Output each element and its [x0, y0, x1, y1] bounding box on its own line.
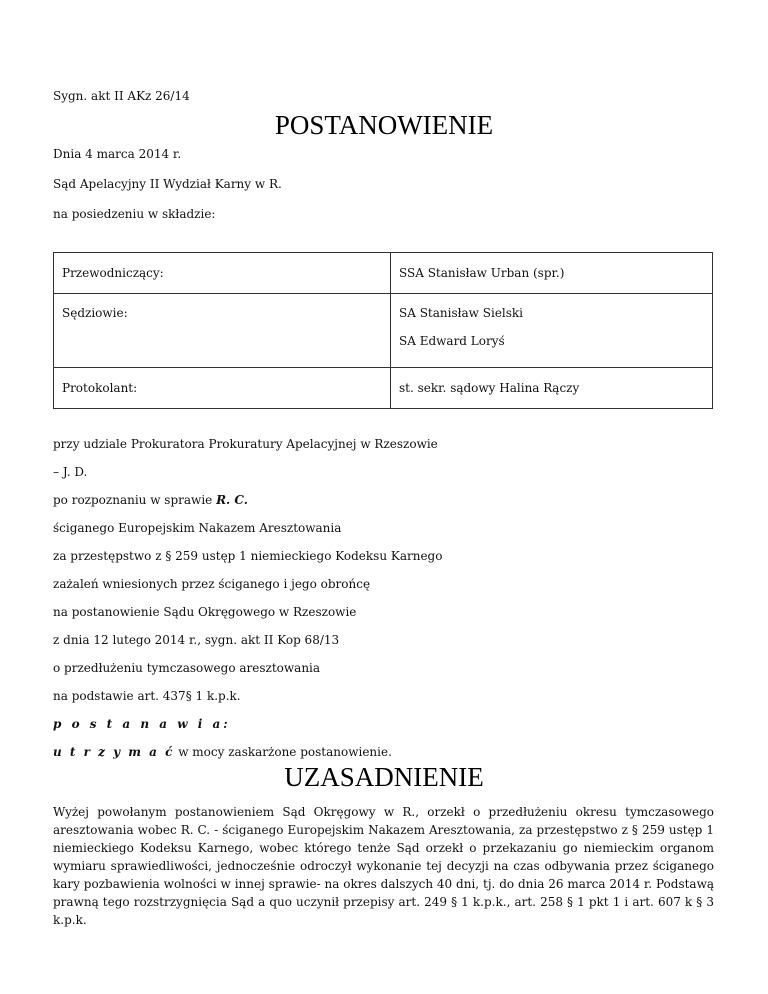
presiding-name: SSA Stanisław Urban (spr.)	[399, 266, 565, 280]
case-prefix: po rozpoznaniu w sprawie	[53, 493, 217, 507]
presiding-label: Przewodniczący:	[62, 266, 164, 280]
decision-of-line: na postanowienie Sądu Okręgowego w Rzeszowie	[53, 605, 357, 619]
table-cell	[54, 253, 391, 294]
judge-name: SA Stanisław Sielski	[399, 306, 524, 320]
date-line: Dnia 4 marca 2014 r.	[53, 147, 182, 161]
prosecutor-line: przy udziale Prokuratora Prokuratury Apelacyjnej w Rzeszowie	[53, 437, 438, 451]
table-row	[54, 253, 713, 294]
table-cell	[54, 368, 391, 409]
complaints-line: zażaleń wniesionych przez ściganego i jego obrońcę	[53, 577, 371, 591]
table-cell	[54, 294, 391, 368]
document-title: POSTANOWIENIE	[274, 110, 494, 140]
justification-title: UZASADNIENIE	[284, 762, 484, 792]
wanted-line: ściganego Europejskim Nakazem Aresztowania	[53, 521, 342, 535]
court-composition-table	[53, 252, 713, 409]
upholds-rest: w mocy zaskarżone postanowienie.	[174, 745, 392, 759]
table-cell	[391, 253, 713, 294]
legal-basis-line: na podstawie art. 437§ 1 k.p.k.	[53, 689, 241, 703]
upholds-word: u t r z y m a ć	[53, 745, 175, 759]
case-person-line	[53, 493, 248, 507]
table-row	[54, 294, 713, 368]
prosecutor-initials: – J. D.	[53, 465, 88, 479]
court-name: Sąd Apelacyjny II Wydział Karny w R.	[53, 177, 282, 191]
table-cell	[391, 368, 713, 409]
table-cell	[391, 294, 713, 368]
judge-name: SA Edward Loryś	[399, 334, 505, 348]
clerk-label: Protokolant:	[62, 381, 138, 395]
justification-paragraph: Wyżej powołanym postanowieniem Sąd Okręgowy w R., orzekł o przedłużeniu okresu tymczasowego aresztowania wobec R. C. - ściganego Europejskim Nakazem Aresztowania, za przestępstwo z § 259 ustęp 1 niemieckiego Kodeksu Karnego, wobec którego tenże Sąd orzekł o przekazaniu go niemieckim organom wymiaru sprawiedliwości, jednocześnie odroczył wykonanie tej decyzji na czas odbywania przez ściganego kary pozbawienia wolności w innej sprawie- na okres dalszych 40 dni, tj. do dnia 26 marca 2014 r. Podstawą prawną tego rozstrzygnięcia Sąd a quo uczynił przepisy art. 249 § 1 k.p.k., art. 258 § 1 pkt 1 i art. 607 k § 3 k.p.k.	[53, 805, 714, 927]
table-row	[54, 368, 713, 409]
case-number: Sygn. akt II AKz 26/14	[53, 89, 190, 103]
decision-date-line: z dnia 12 lutego 2014 r., sygn. akt II Kop 68/13	[53, 633, 340, 647]
decides-line: p o s t a n a w i a:	[53, 717, 231, 731]
session-intro: na posiedzeniu w składzie:	[53, 207, 216, 221]
offence-line: za przestępstwo z § 259 ustęp 1 niemieckiego Kodeksu Karnego	[53, 549, 443, 563]
judges-label: Sędziowie:	[62, 306, 128, 320]
clerk-name: st. sekr. sądowy Halina Rączy	[399, 381, 580, 395]
subject-line: o przedłużeniu tymczasowego aresztowania	[53, 661, 321, 675]
case-person: R. C.	[216, 493, 248, 507]
upholds-line	[53, 745, 392, 759]
